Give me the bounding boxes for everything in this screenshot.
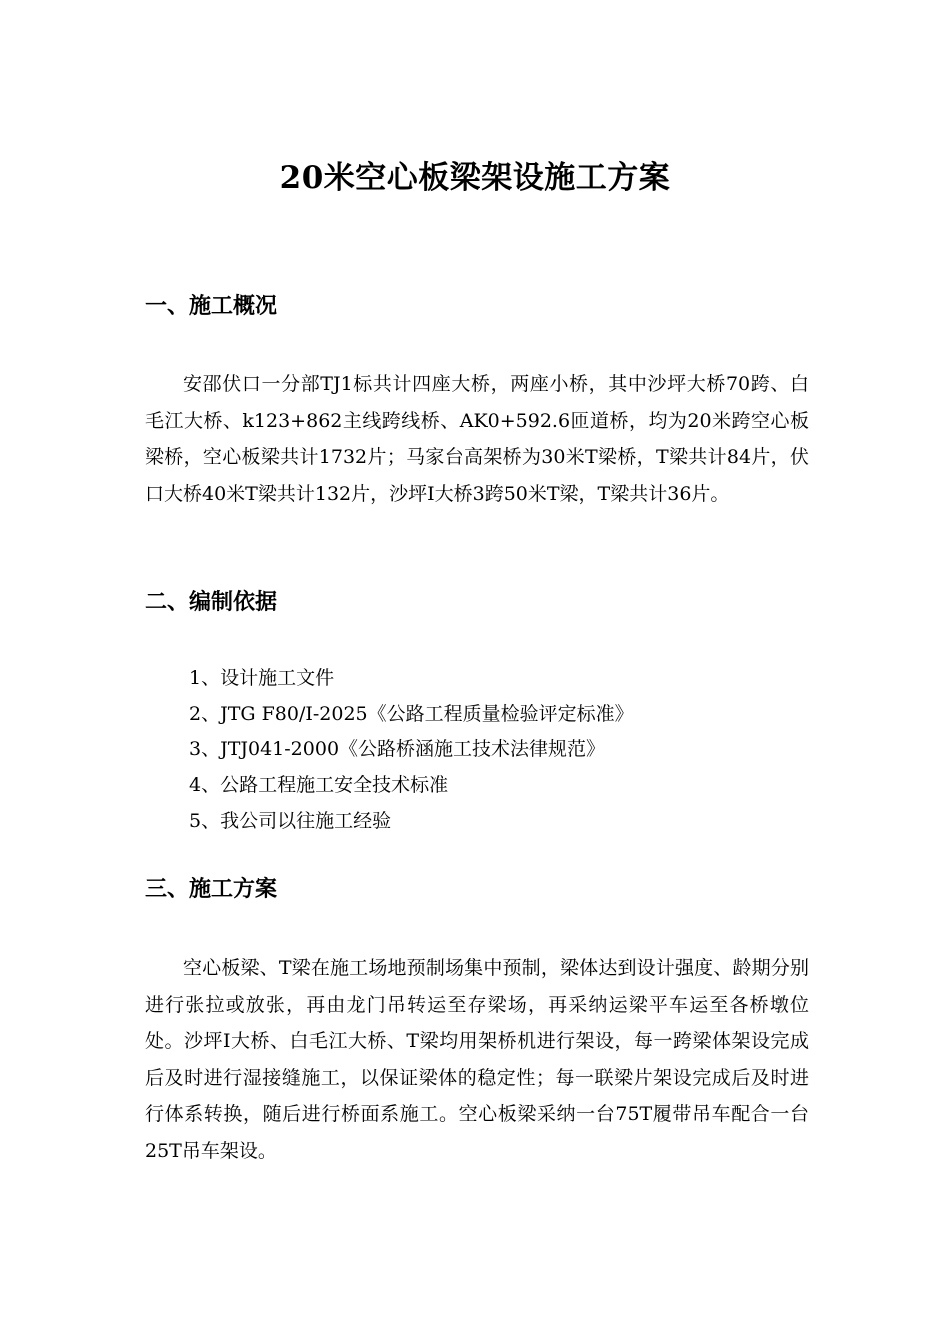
section-heading-overview: 一、施工概况	[145, 294, 278, 319]
basis-list	[189, 661, 634, 840]
section-heading-plan: 三、施工方案	[145, 877, 278, 902]
list-item: 4、公路工程施工安全技术标准	[189, 774, 449, 797]
overview-paragraph: 安邵伏口一分部TJ1标共计四座大桥，两座小桥，其中沙坪大桥70跨、白毛江大桥、k123+862主线跨线桥、AK0+592.6匝道桥，均为20米跨空心板梁桥，空心板梁共计1732片；马家台高架桥为30米T梁桥，T梁共计84片，伏口大桥40米T梁共计132片，沙坪Ⅰ大桥3跨50米T梁，T梁共计36片。	[145, 373, 809, 505]
list-item: 1、设计施工文件	[189, 667, 335, 689]
document-title: 20米空心板梁架设施工方案	[279, 160, 671, 196]
section-heading-basis: 二、编制依据	[145, 590, 278, 615]
list-item: 3、JTJ041-2000《公路桥涵施工技术法律规范》	[189, 738, 606, 761]
plan-paragraph: 空心板梁、T梁在施工场地预制场集中预制，梁体达到设计强度、龄期分别进行张拉或放张，再由龙门吊转运至存梁场，再采纳运梁平车运至各桥墩位处。沙坪Ⅰ大桥、白毛江大桥、T梁均用架桥机进行架设，每一跨梁体架设完成后及时进行湿接缝施工，以保证梁体的稳定性；每一联梁片架设完成后及时进行体系转换，随后进行桥面系施工。空心板梁采纳一台75T履带吊车配合一台25T吊车架设。	[145, 957, 809, 1162]
list-item: 5、我公司以往施工经验	[189, 809, 392, 832]
list-item: 2、JTG F80/I-2025《公路工程质量检验评定标准》	[189, 702, 634, 725]
